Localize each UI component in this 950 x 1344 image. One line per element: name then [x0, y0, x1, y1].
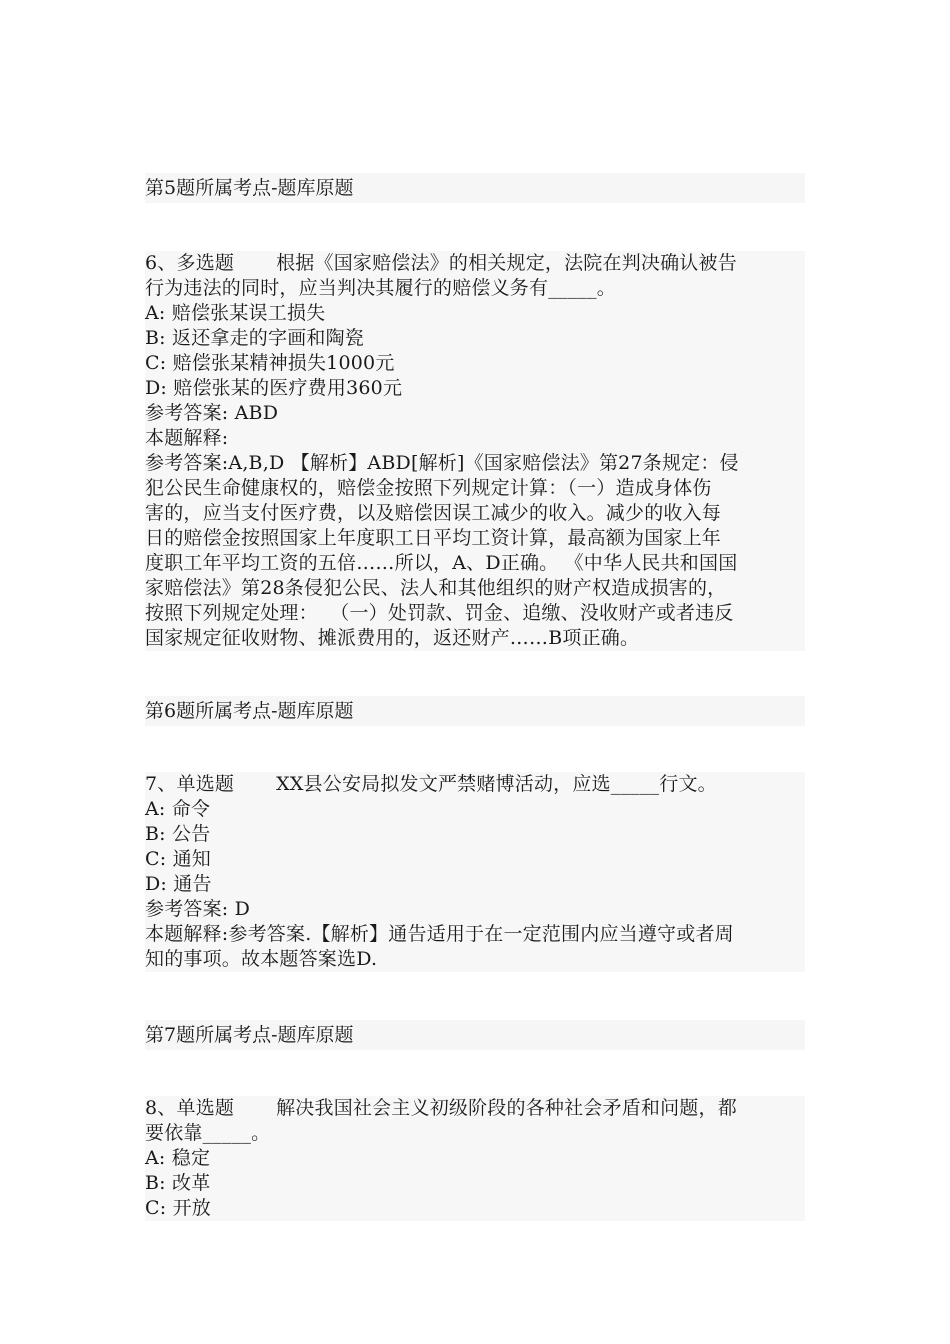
question-8-option-a: A: 稳定 — [145, 1147, 211, 1169]
question-6-explain-line: 害的，应当支付医疗费，以及赔偿因误工减少的收入。减少的收入每 — [145, 502, 722, 524]
question-7-explain-line: 知的事项。故本题答案选D. — [145, 948, 378, 970]
question-6-answer: 参考答案: ABD — [145, 402, 279, 424]
question-8-stem-line2: 要依靠_____。 — [145, 1122, 271, 1144]
question-6 — [145, 251, 805, 651]
question-6-explain-line: 国家规定征收财物、摊派费用的，返还财产……B项正确。 — [145, 627, 640, 649]
question-6-explain-line: 家赔偿法》第28条侵犯公民、法人和其他组织的财产权造成损害的， — [145, 577, 727, 599]
question-7-option-a: A: 命令 — [145, 798, 211, 820]
question-6-stem-line2: 行为违法的同时，应当判决其履行的赔偿义务有_____。 — [145, 277, 616, 299]
question-8 — [145, 1096, 805, 1221]
question-6-explain-line: 度职工年平均工资的五倍……所以，A、D正确。 《中华人民共和国国 — [145, 552, 738, 574]
question-6-option-b: B: 返还拿走的字画和陶瓷 — [145, 327, 365, 349]
question-6-category: 第6题所属考点-题库原题 — [145, 696, 805, 726]
question-7-option-c: C: 通知 — [145, 848, 211, 870]
question-8-type: 8、单选题 — [145, 1097, 235, 1119]
question-6-stem-line1: 根据《国家赔偿法》的相关规定，法院在判决确认被告 — [276, 252, 737, 274]
question-6-explain-line: 参考答案:A,B,D 【解析】ABD[解析]《国家赔偿法》第27条规定：侵 — [145, 452, 739, 474]
question-6-explain-line: 日的赔偿金按照国家上年度职工日平均工资计算，最高额为国家上年 — [145, 527, 722, 549]
question-7 — [145, 772, 805, 972]
question-8-stem — [145, 1096, 805, 1121]
question-7-option-d: D: 通告 — [145, 873, 212, 895]
question-7-explain-line: 本题解释:参考答案.【解析】通告适用于在一定范围内应当遵守或者周 — [145, 923, 734, 945]
question-8-stem-line1: 解决我国社会主义初级阶段的各种社会矛盾和问题，都 — [276, 1097, 737, 1119]
question-7-stem-line1: XX县公安局拟发文严禁赌博活动，应选_____行文。 — [276, 773, 717, 795]
question-6-explain-line: 犯公民生命健康权的，赔偿金按照下列规定计算：（一）造成身体伤 — [145, 477, 712, 499]
question-7-type: 7、单选题 — [145, 773, 235, 795]
question-5-category: 第5题所属考点-题库原题 — [145, 173, 805, 203]
question-7-option-b: B: 公告 — [145, 823, 211, 845]
question-6-type: 6、多选题 — [145, 252, 235, 274]
question-7-stem — [145, 772, 805, 797]
question-6-explain-label: 本题解释: — [145, 427, 229, 449]
question-6-option-a: A: 赔偿张某误工损失 — [145, 302, 326, 324]
question-8-option-b: B: 改革 — [145, 1172, 211, 1194]
question-7-answer: 参考答案: D — [145, 898, 251, 920]
question-7-category: 第7题所属考点-题库原题 — [145, 1020, 805, 1050]
question-6-option-c: C: 赔偿张某精神损失1000元 — [145, 352, 395, 374]
question-8-option-c: C: 开放 — [145, 1197, 211, 1219]
question-6-option-d: D: 赔偿张某的医疗费用360元 — [145, 377, 403, 399]
question-6-stem — [145, 251, 805, 276]
question-6-explain-line: 按照下列规定处理： （一）处罚款、罚金、追缴、没收财产或者违反 — [145, 602, 734, 624]
